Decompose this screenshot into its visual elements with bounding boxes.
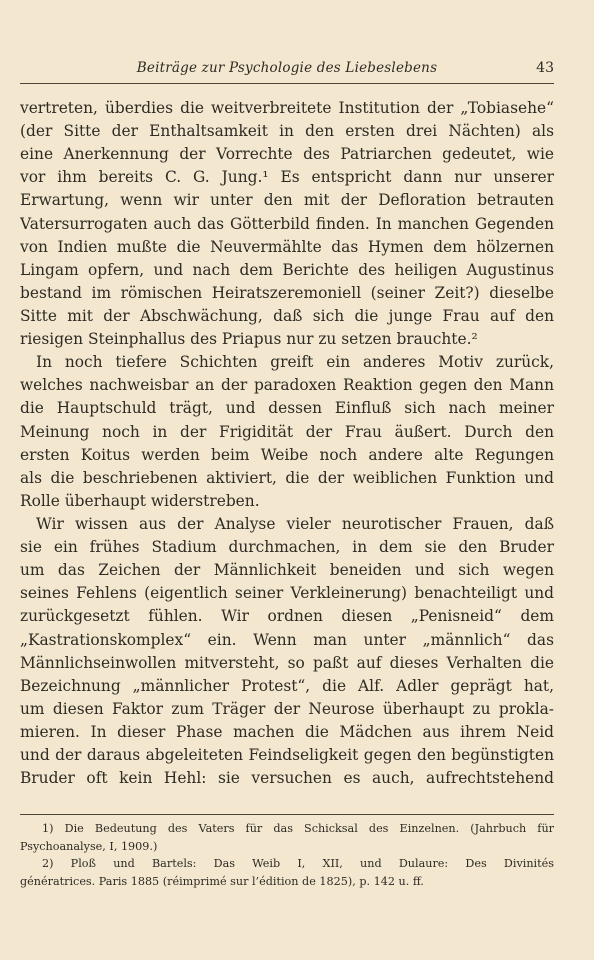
text-line: die Hauptschuld trägt, und dessen Einfluß sich nach meiner — [20, 399, 554, 418]
text-line: um das Zeichen der Männlichkeit beneiden und sich wegen — [20, 561, 554, 580]
text-line: Rolle überhaupt widerstreben. — [20, 491, 260, 510]
text-line: riesigen Steinphallus des Priapus nur zu setzen brauchte.² — [20, 330, 478, 349]
text-line: vertreten, überdies die weitverbreitete Institution der „Tobiasehe“ — [20, 99, 554, 117]
footnotes — [20, 820, 554, 890]
text-line: bestand im römischen Heiratszeremoniell (seiner Zeit?) dieselbe — [20, 283, 554, 302]
body-text — [20, 97, 554, 790]
text-line: (der Sitte der Enthaltsamkeit in den ersten drei Nächten) als — [20, 122, 554, 141]
text-line: vor ihm bereits C. G. Jung.¹ Es entspricht dann nur unserer — [20, 168, 554, 187]
text-line: von Indien mußte die Neuvermählte das Hymen dem hölzernen — [20, 237, 554, 256]
footnote-rule — [20, 814, 554, 815]
page-header — [20, 60, 554, 82]
text-line: und der daraus abgeleiteten Feindseligkeit gegen den begünstigten — [20, 746, 554, 765]
text-line: eine Anerkennung der Vorrechte des Patriarchen gedeutet, wie — [20, 145, 554, 164]
text-line: ersten Koitus werden beim Weibe noch andere alte Regungen — [20, 445, 554, 464]
page-number: 43 — [536, 60, 554, 76]
running-title: Beiträge zur Psychologie des Liebeslebens — [136, 60, 438, 76]
text-line: In noch tiefere Schichten greift ein anderes Motiv zurück, — [36, 353, 554, 372]
text-line: Bezeichnung „männlicher Protest“, die Alf. Adler geprägt hat, — [20, 676, 554, 695]
text-line: Sitte mit der Abschwächung, daß sich die junge Frau auf den — [20, 306, 554, 325]
text-line: Vatersurrogaten auch das Götterbild finden. In manchen Gegenden — [20, 214, 554, 233]
text-line: als die beschriebenen aktiviert, die der weiblichen Funktion und — [20, 468, 554, 487]
footnote-line: génératrices. Paris 1885 (réimprimé sur l’édition de 1825), p. 142 u. ff. — [20, 874, 424, 888]
text-line: Erwartung, wenn wir unter den mit der Defloration betrauten — [20, 191, 554, 210]
text-line: seines Fehlens (eigentlich seiner Verkleinerung) benachteiligt und — [20, 584, 554, 603]
text-line: welches nachweisbar an der paradoxen Reaktion gegen den Mann — [20, 376, 554, 395]
text-line: zurückgesetzt fühlen. Wir ordnen diesen „Penisneid“ dem — [20, 607, 554, 626]
text-line: mieren. In dieser Phase machen die Mädchen aus ihrem Neid — [20, 722, 554, 741]
footnote-line: 1) Die Bedeutung des Vaters für das Schicksal des Einzelnen. (Jahrbuch für — [42, 822, 554, 835]
text-line: um diesen Faktor zum Träger der Neurose überhaupt zu prokla- — [20, 699, 554, 718]
text-line: Männlichseinwollen mitversteht, so paßt auf dieses Verhalten die — [20, 653, 554, 672]
text-line: Meinung noch in der Frigidität der Frau äußert. Durch den — [20, 422, 554, 441]
text-line: „Kastrationskomplex“ ein. Wenn man unter „männlich“ das — [20, 630, 554, 649]
text-line: sie ein frühes Stadium durchmachen, in dem sie den Bruder — [20, 538, 554, 557]
text-line: Lingam opfern, und nach dem Berichte des heiligen Augustinus — [20, 260, 554, 279]
text-line: Wir wissen aus der Analyse vieler neurotischer Frauen, daß — [36, 514, 554, 533]
footnote-line: Psychoanalyse, I, 1909.) — [20, 839, 158, 853]
text-line: Bruder oft kein Hehl: sie versuchen es auch, aufrechtstehend — [20, 769, 554, 788]
header-rule — [20, 83, 554, 84]
footnote-line: 2) Ploß und Bartels: Das Weib I, XII, und Dulaure: Des Divinités — [42, 857, 554, 871]
